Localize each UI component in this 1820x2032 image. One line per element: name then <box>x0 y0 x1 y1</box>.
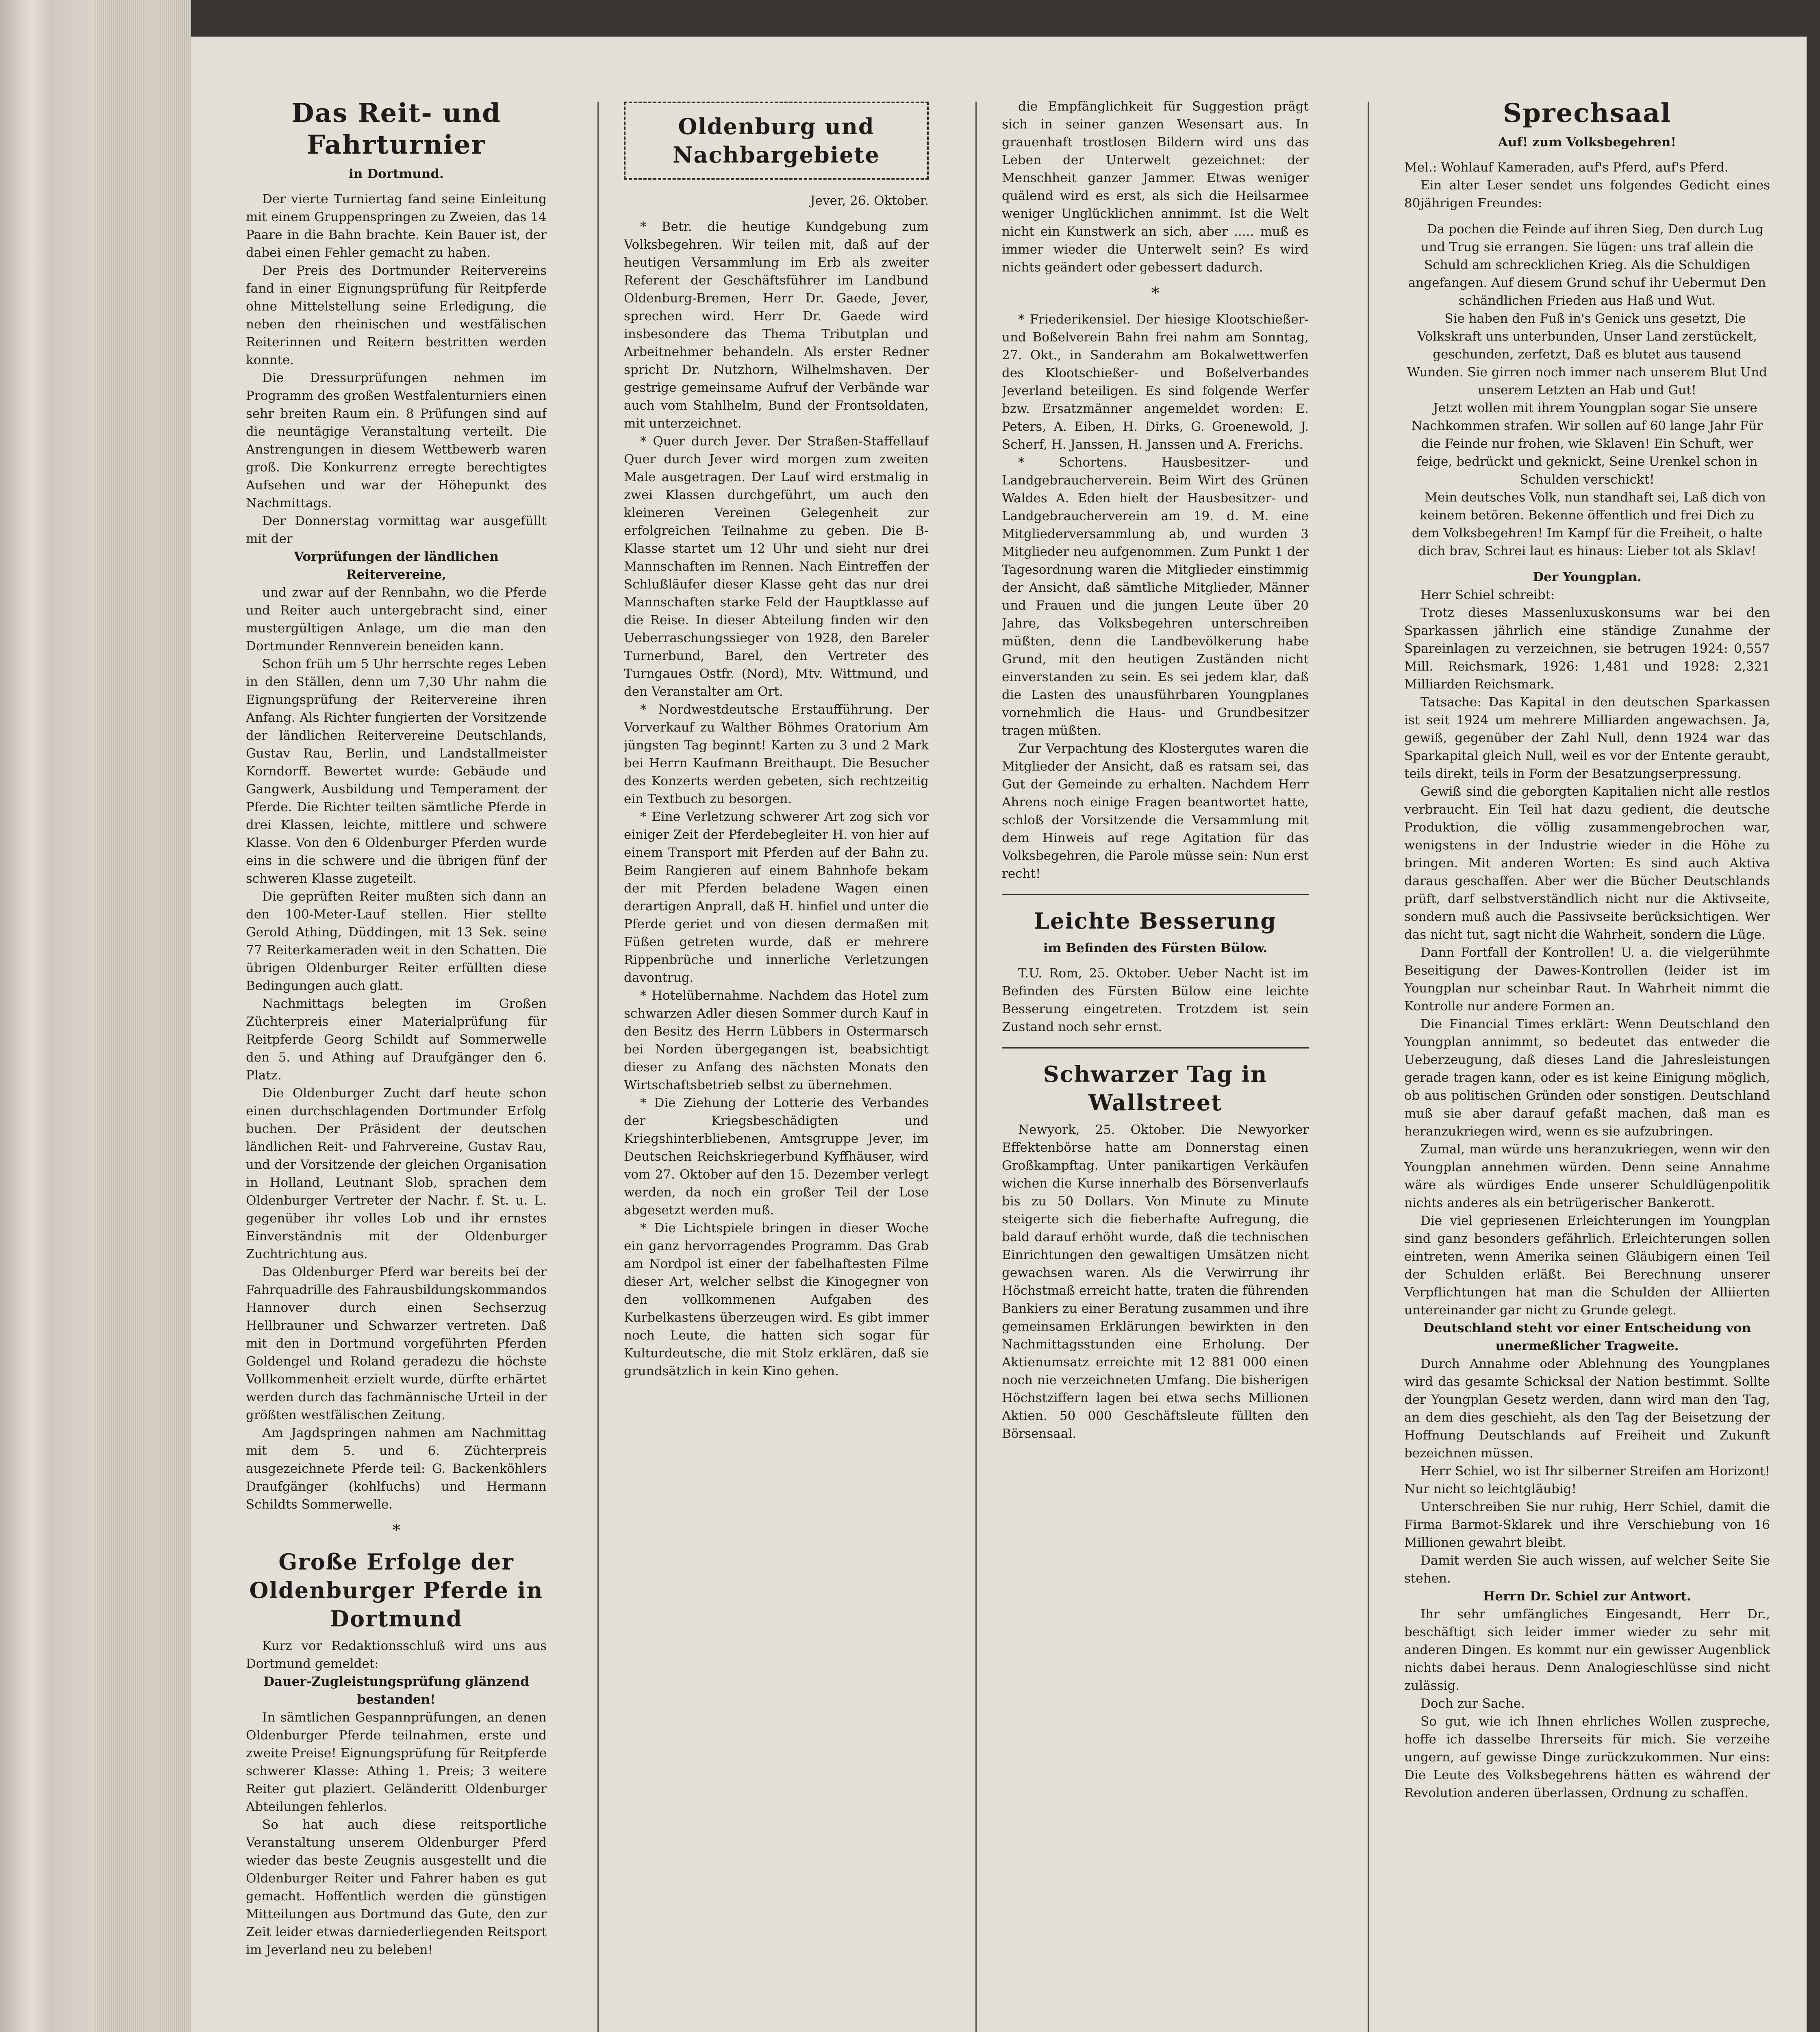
paragraph: Die Oldenburger Zucht darf heute schon einen durchschlagenden Dortmunder Erfolg buchen. Der Präsident der deutschen ländlichen Reit- und Fahrvereine, Gustav Rau, und der Vorsitzende der gleichen Organisation in Holland, Leutnant Slob, sprachen dem Oldenburger Vertreter der Nachr. f. St. u. L. gegenüber ihr volles Lob und ihr ernstes Einverständnis mit der Oldenburger Zuchtrichtung aus. <box>246 1086 547 1261</box>
paragraph: Am Jagdspringen nahmen am Nachmittag mit dem 5. und 6. Züchterpreis ausgezeichnete Pferde teil: G. Backenköhlers Draufgänger (kohlfuchs) und Hermann Schildts Sommerwelle. <box>246 1426 547 1512</box>
paragraph: Der Donnerstag vormittag war ausgefüllt mit der <box>246 514 547 546</box>
section-heading: Herrn Dr. Schiel zur Antwort. <box>1483 1589 1691 1604</box>
section-heading: Dauer-Zugleistungsprüfung glänzend bestanden! <box>263 1674 529 1707</box>
paragraph: * Friederikensiel. Der hiesige Klootschießer- und Boßelverein Bahn frei nahm am Sonntag, 27. Okt., in Sanderahm am Bokalwettwerfen des Klootschießer- und Boßelverbandes Jeverland beteiligen. Es sind folgende Werfer bzw. Ersatzmänner angemeldet worden: E. Peters, A. Eiben, H. Dirks, G. Groenewold, J. Scherf, H. Janssen, H. Janssen und A. Frerichs. <box>1002 312 1309 452</box>
paragraph: Schon früh um 5 Uhr herrschte reges Leben in den Ställen, denn um 7,30 Uhr nahm die Eignungsprüfung der Reitervereine ihren Anfang. Als Richter fungierten der Vorsitzende der ländlichen Reitervereine Deutschlands, Gustav Rau, Berlin, und Landstallmeister Korndorff. Bewertet wurde: Gebäude und Gangwerk, Ausbildung und Temperament der Pferde. Die Richter teilten sämtliche Pferde in drei Klassen, leichte, mittlere und schwere Klasse. Von den 6 Oldenburger Pferden wurde eins in die schwere und die übrigen fünf der schweren Klasse zugeteilt. <box>246 657 547 886</box>
book-binding <box>0 0 93 2032</box>
paragraph: Die viel gepriesenen Erleichterungen im Youngplan sind ganz besonders gefährlich. Erleichterungen sollen eintreten, wenn Amerika seinen Gläubigern einen Teil der Schulden erläßt. Bei Berechnung unserer Verpflichtungen hat man die Schulden der Alliierten untereinander gar nicht zu Grunde gelegt. <box>1404 1214 1770 1318</box>
poem-verse: Jetzt wollen mit ihrem Youngplan sogar Sie unsere Nachkommen strafen. Wir sollen auf 60 lange Jahr Für die Feinde nur frohen, wie Sklaven! Ein Schuft, wer feige, bedrückt und geknickt, Seine Urenkel schon in Schulden verschickt! <box>1411 401 1763 487</box>
paragraph: Ihr sehr umfängliches Eingesandt, Herr Dr., beschäftigt sich leider immer wieder zu sehr mit anderen Dingen. Es kommt nur ein gewisser Augenblick nichts dabei heraus. Denn Analogieschlüsse sind nicht zulässig. <box>1404 1607 1770 1693</box>
paragraph: Herr Schiel, wo ist Ihr silberner Streifen am Horizont! Nur nicht so leichtgläubig! <box>1404 1464 1770 1496</box>
paragraph: Die Financial Times erklärt: Wenn Deutschland den Youngplan annimmt, so bedeutet das entweder die Ueberzeugung, daß dieses Land die Jahresleistungen gerade tragen kann, oder es ist keine Einigung möglich, ob aus politischen Gründen oder sonstigen. Deutschland muß sie aber darauf gefaßt machen, daß man es heranzukriegen wird, wenn es sie aufzubringen. <box>1404 1017 1770 1139</box>
poem-verse: Mein deutsches Volk, nun standhaft sei, Laß dich von keinem betören. Bekenne öffentlich und frei Dich zu dem Volksbegehren! Im Kampf für die Freiheit, o halte dich brav, Schrei laut es hinaus: Lieber tot als Sklav! <box>1412 490 1766 558</box>
column-rule <box>1368 102 1369 2032</box>
paragraph: In sämtlichen Gespannprüfungen, an denen Oldenburger Pferde teilnahmen, erste und zweite Preise! Eignungsprüfung für Reitpferde schwerer Klasse: Athing 1. Preis; 3 weitere Reiter gut plaziert. Geländeritt Oldenburger Abteilungen fehlerlos. <box>246 1710 547 1814</box>
paragraph: T.U. Rom, 25. Oktober. Ueber Nacht ist im Befinden des Fürsten Bülow eine leichte Besserung eingetreten. Trotzdem ist sein Zustand noch sehr ernst. <box>1002 966 1309 1034</box>
paragraph: * Die Lichtspiele bringen in dieser Woche ein ganz hervorragendes Programm. Das Grab am Nordpol ist einer der fabelhaftesten Filme dieser Art, welcher selbst die Kinogegner von den vollkommenen Aufgaben des Kurbelkastens überzeugen wird. Es gibt immer noch Leute, die hatten sich sogar für Kulturdeutsche, die mit Stolz erklären, daß sie grundsätzlich in kein Kino gehen. <box>624 1221 929 1379</box>
section-heading: Deutschland steht vor einer Entscheidung von unermeßlicher Tragweite. <box>1423 1321 1751 1353</box>
poem-verse: Da pochen die Feinde auf ihren Sieg, Den durch Lug und Trug sie errangen. Sie lügen: uns traf allein die Schuld am schrecklichen Krieg. Als die Schuldigen angefangen. Auf diesem Grund schuf ihr Uebermut Den schändlichen Frieden aus Haß und Wut. <box>1408 222 1766 308</box>
paragraph: Trotz dieses Massenluxuskonsums war bei den Sparkassen jährlich eine ständige Zunahme der Spareinlagen zu verzeichnen, sie betrugen 1924: 0,557 Mill. Reichsmark, 1926: 1,481 und 1928: 2,321 Milliarden Reichsmark. <box>1404 606 1770 692</box>
paragraph: Zur Verpachtung des Klostergutes waren die Mitglieder der Ansicht, daß es ratsam sei, das Gut der Gemeinde zu erhalten. Nachdem Herr Ahrens noch einige Fragen beantwortet hatte, schloß der Vorsitzende die Versammlung mit dem Hinweis auf rege Agitation für das Volksbegehren, die Parole müsse sein: Nun erst recht! <box>1002 741 1309 881</box>
paragraph: Newyork, 25. Oktober. Die Newyorker Effektenbörse hatte am Donnerstag einen Großkampftag. Unter panikartigen Verkäufen wichen die Kurse innerhalb des Börsenverlaufs bis zu 50 Dollars. Von Minute zu Minute steigerte sich die fieberhafte Aufregung, die bald darauf erhöht wurde, daß die technischen Einrichtungen den gewaltigen Umsätzen nicht gewachsen waren. Als die Verwirrung ihr Höchstmaß erreicht hatte, traten die führenden Bankiers zu einer Beratung zusammen und ihre gemeinsamen Erklärungen bewirkten in den Nachmittagsstunden eine Erholung. Der Aktienumsatz erreichte mit 12 881 000 einen noch nie verzeichneten Umfang. Die bisherigen Höchstziffern lagen bei etwa sechs Millionen Aktien. 50 000 Geschäftsleute füllten den Börsensaal. <box>1002 1122 1309 1441</box>
paragraph: Der Preis des Dortmunder Reitervereins fand in einer Eignungsprüfung für Reitpferde ohne Mittelstellung seine Erledigung, die neben den rheinischen und westfälischen Reiterinnen und Reitern bestritten werden konnte. <box>246 263 547 367</box>
melody-line: Mel.: Wohlauf Kameraden, auf's Pferd, auf's Pferd. <box>1404 160 1729 175</box>
paragraph: die Empfänglichkeit für Suggestion prägt sich in seiner ganzen Wesensart aus. In grauenhaft trostlosen Bildern wird uns das Leben der Unterwelt gezeichnet: der Menschheit ganzer Jammer. Etwas weniger quälend wird es erst, als sich die Heilsarmee weniger Unglücklichen annimmt. Ist die Welt nicht ein Kunstwerk an sich, aber ..... muß es immer wieder die Unterwelt sein? Es wird nichts geändert oder gebessert dadurch. <box>1002 99 1309 275</box>
column-2 <box>624 98 929 2032</box>
paragraph: So hat auch diese reitsportliche Veranstaltung unserem Oldenburger Pferd wieder das beste Zeugnis ausgestellt und die Oldenburger Reiter und Fahrer haben es gut gemacht. Hoffentlich werden die günstigen Mitteilungen aus Dortmund das Gute, den zur Zeit leider etwas darniederliegenden Reitsport im Jeverland neu zu beleben! <box>246 1817 547 1957</box>
column-1 <box>246 98 547 2032</box>
section-title-oldenburg: Oldenburg und Nachbargebiete <box>673 113 880 168</box>
paragraph: Doch zur Sache. <box>1420 1696 1525 1711</box>
paragraph: Zumal, man würde uns heranzukriegen, wenn wir den Youngplan annehmen würden. Denn seine Annahme wäre als würdiges Ende unserer Schuldlügenpolitik nichts anderes als ein betrügerischer Bankerott. <box>1404 1142 1770 1210</box>
paragraph: Damit werden Sie auch wissen, auf welcher Seite Sie stehen. <box>1404 1553 1770 1586</box>
paragraph: Der vierte Turniertag fand seine Einleitung mit einem Gruppenspringen zu Zweien, das 14 Paare in die Bahn brachte. Kein Bauer ist, der dabei einen Fehler gemacht zu haben. <box>246 192 547 260</box>
paragraph: * Hotelübernahme. Nachdem das Hotel zum schwarzen Adler diesen Sommer durch Kauf in den Besitz des Herrn Lübbers in Ostermarsch bei Norden übergegangen ist, beabsichtigt dieser zu Anfang des nächsten Monats den Wirtschaftsbetrieb selbst zu übernehmen. <box>624 988 929 1092</box>
paragraph: Nachmittags belegten im Großen Züchterpreis einer Materialprüfung für Reitpferde Georg Schildt auf Sommerwelle den 5. und Athing auf Draufgänger den 6. Platz. <box>246 996 547 1083</box>
section-heading: Der Youngplan. <box>1533 570 1642 584</box>
page-stack-edge <box>93 0 191 2032</box>
column-rule <box>975 102 977 2032</box>
paragraph: So gut, wie ich Ihnen ehrliches Wollen zuspreche, hoffe ich dasselbe Ihrerseits für mich. Sie verzeihe ungern, auf gewisse Dinge zurückzukommen. Nur eins: Die Leute des Volksbegehrens hätten es während der Revolution anderen überlassen, Ordnung zu schaffen. <box>1404 1714 1770 1800</box>
article-title-besserung: Leichte Besserung <box>1034 908 1277 934</box>
paragraph: Das Oldenburger Pferd war bereits bei der Fahrquadrille des Fahrausbildungskommandos Hannover durch einen Sechserzug Hellbrauner und Schwarzer vertreten. Daß mit den in Dortmund vorgeführten Pferden Goldengel und Roland geradezu die höchste Vollkommenheit erzielt wurde, dürfte erhärtet werden durch das fachmännische Urteil in der größten westfälischen Zeitung. <box>246 1265 547 1422</box>
paragraph: * Quer durch Jever. Der Straßen-Staffellauf Quer durch Jever wird morgen zum zweiten Male ausgetragen. Der Lauf wird erstmalig in zwei Klassen durchgeführt, um auch den kleineren Vereinen Gelegenheit zur erfolgreichen Teilnahme zu geben. Die B-Klasse startet um 12 Uhr und sieht nur drei Mannschaften im Rennen. Nach Eintreffen der Schlußläufer dieser Klasse geht das nur drei Mannschaften starke Feld der Hauptklasse auf die Reise. In dieser Abteilung finden wir den Ueberraschungssieger von 1928, den Bareler Turnerbund, Barel, den Vertreter des Turngaues Ostfr. (Nord), Mtv. Wittmund, und den Veranstalter am Ort. <box>624 434 929 699</box>
paragraph: * Eine Verletzung schwerer Art zog sich vor einiger Zeit der Pferdebegleiter H. von hier auf einem Transport mit Pferden auf der Bahn zu. Beim Rangieren auf einem Bahnhofe bekam der mit Pferden beladene Wagen einen derartigen Anprall, daß H. hinfiel und unter die Pferde geriet und von diesen dermaßen mit Füßen getreten wurde, daß er mehrere Rippenbrüche und innerliche Verletzungen davontrug. <box>624 810 929 985</box>
section-title-box <box>624 102 929 180</box>
paragraph: Die geprüften Reiter mußten sich dann an den 100-Meter-Lauf stellen. Hier stellte Gerold Athing, Düddingen, mit 13 Sek. seine 77 Reiterkameraden weit in den Schatten. Die übrigen Oldenburger Reiter erfüllten diese Bedingungen auch glatt. <box>246 889 547 993</box>
poem-verse: Sie haben den Fuß in's Genick uns gesetzt, Die Volkskraft uns unterbunden, Unser Land zerstückelt, geschunden, zerfetzt, Daß es blutet aus tausend Wunden. Sie girren noch immer nach unserem Blut Und unserem Letzten an Hab und Gut! <box>1407 311 1767 397</box>
paragraph: * Die Ziehung der Lotterie des Verbandes der Kriegsbeschädigten und Kriegshinterbliebenen, Amtsgruppe Jever, im Deutschen Reichskriegerbund Kyffhäuser, wird vom 27. Oktober auf den 15. Dezember verlegt werden, da noch ein großer Teil der Lose abgesetzt werden muß. <box>624 1096 929 1218</box>
article-title-erfolge: Große Erfolge der Oldenburger Pferde in Dortmund <box>249 1549 543 1632</box>
separator-asterisk-icon: * <box>1151 284 1160 303</box>
paragraph: Dann Fortfall der Kontrollen! U. a. die vielgerühmte Beseitigung der Dawes-Kontrollen (leider ist im Youngplan nur scheinbar Raut. In Wahrheit nimmt die Kontrolle nur andere Formen an. <box>1404 945 1770 1014</box>
paragraph: Kurz vor Redaktionsschluß wird uns aus Dortmund gemeldet: <box>246 1639 547 1671</box>
column-4 <box>1404 98 1770 2032</box>
paragraph: * Nordwestdeutsche Erstaufführung. Der Vorverkauf zu Walther Böhmes Oratorium Am jüngsten Tag beginnt! Karten zu 3 und 2 Mark bei Herrn Kaufmann Breithaupt. Die Besucher des Konzerts werden gebeten, sich rechtzeitig ein Textbuch zu besorgen. <box>624 702 929 806</box>
paragraph: Gewiß sind die geborgten Kapitalien nicht alle restlos verbraucht. Ein Teil hat dazu gedient, die deutsche Produktion, die völlig zusammengebrochen war, wenigstens in der Industrie wieder in die Höhe zu bringen. Mit anderen Worten: Es sind auch Aktiva daraus geschaffen. Aber wer die Bücher Deutschlands prüft, darf selbstverständlich nicht nur die Aktivseite, sondern muß auch die Passivseite berücksichtigen. Wer das nicht tut, sagt nicht die Wahrheit, sondern die Lüge. <box>1404 784 1770 942</box>
dateline: Jever, 26. Oktober. <box>810 193 929 208</box>
column-rule <box>597 102 599 2032</box>
paragraph: * Betr. die heutige Kundgebung zum Volksbegehren. Wir teilen mit, daß auf der heutigen Versammlung im Erb als zweiter Referent der Geschäftsführer im Landbund Oldenburg-Bremen, Herr Dr. Gaede, Jever, sprechen wird. Herr Dr. Gaede wird insbesondere das Thema Tributplan und Arbeitnehmer behandeln. Als erster Redner spricht Dr. Nutzhorn, Wilhelmshaven. Der gestrige gemeinsame Aufruf der Verbände war auch vom Stahlhelm, Bund der Frontsoldaten, mit unterzeichnet. <box>624 219 929 431</box>
paragraph: und zwar auf der Rennbahn, wo die Pferde und Reiter auch untergebracht sind, einer mustergültigen Anlage, um die man den Dortmunder Rennverein beneiden kann. <box>246 585 547 653</box>
section-heading: Vorprüfungen der ländlichen Reitervereine, <box>294 549 499 582</box>
article-subtitle: Auf! zum Volksbegehren! <box>1498 135 1677 150</box>
article-subtitle: in Dortmund. <box>349 167 444 181</box>
paragraph: Tatsache: Das Kapital in den deutschen Sparkassen ist seit 1924 um mehrere Milliarden angewachsen. Ja, gewiß, gegenüber der Zahl Null, denn 1924 war das Sparkapital gleich Null, weil es vor der Entente geraubt, teils direkt, teils in Form der Besatzungserpressung. <box>1404 695 1770 781</box>
divider <box>1002 894 1309 895</box>
separator-asterisk-icon: * <box>392 1521 400 1540</box>
paragraph: Herr Schiel schreibt: <box>1420 588 1555 602</box>
article-title-reitturnier: Das Reit- und Fahrturnier <box>291 98 501 160</box>
newspaper-page <box>191 37 1807 2032</box>
paragraph: * Schortens. Hausbesitzer- und Landgebraucherverein. Beim Wirt des Grünen Waldes A. Eden hielt der Hausbesitzer- und Landgebraucherverein am 19. d. M. eine Mitgliederversammlung ab, und wurden 3 Mitglieder neu aufgenommen. Zum Punkt 1 der Tagesordnung waren die Mitglieder einstimmig der Ansicht, daß sämtliche Mitglieder, Männer und Frauen und die jungen Leute über 20 Jahre, das Volksbegehren unterschreiben müßten, denn die Landbevölkerung habe Grund, mit den heutigen Zuständen nicht einverstanden zu sein. Es sei jedem klar, daß die Lasten des unausführbaren Youngplanes vornehmlich die Haus- und Grundbesitzer tragen müßten. <box>1002 455 1309 738</box>
section-title-sprechsaal: Sprechsaal <box>1503 98 1672 128</box>
paragraph: Durch Annahme oder Ablehnung des Youngplanes wird das gesamte Schicksal der Nation bestimmt. Sollte der Youngplan Gesetz werden, dann wird man den Tag, an dem dies geschieht, als den Tag der Beisetzung der Hoffnung Deutschlands auf Freiheit und Zukunft bezeichnen müssen. <box>1404 1357 1770 1461</box>
article-title-wallstreet: Schwarzer Tag in Wallstreet <box>1043 1061 1268 1116</box>
divider <box>1002 1047 1309 1049</box>
paragraph: Unterschreiben Sie nur ruhig, Herr Schiel, damit die Firma Barmot-Sklarek und ihre Verschiebung von 16 Millionen gewahrt bleibt. <box>1404 1500 1770 1550</box>
article-subtitle: im Befinden des Fürsten Bülow. <box>1043 941 1268 955</box>
paragraph: Die Dressurprüfungen nehmen im Programm des großen Westfalenturniers einen sehr breiten Raum ein. 8 Prüfungen sind auf die neuntägige Veranstaltung verteilt. Die Anstrengungen in diesem Wettbewerb waren groß. Die Konkurrenz erregte berechtigtes Aufsehen und war der Höhepunkt des Nachmittags. <box>246 371 547 510</box>
column-3 <box>1002 98 1309 2032</box>
paragraph: Ein alter Leser sendet uns folgendes Gedicht eines 80jährigen Freundes: <box>1404 178 1770 211</box>
